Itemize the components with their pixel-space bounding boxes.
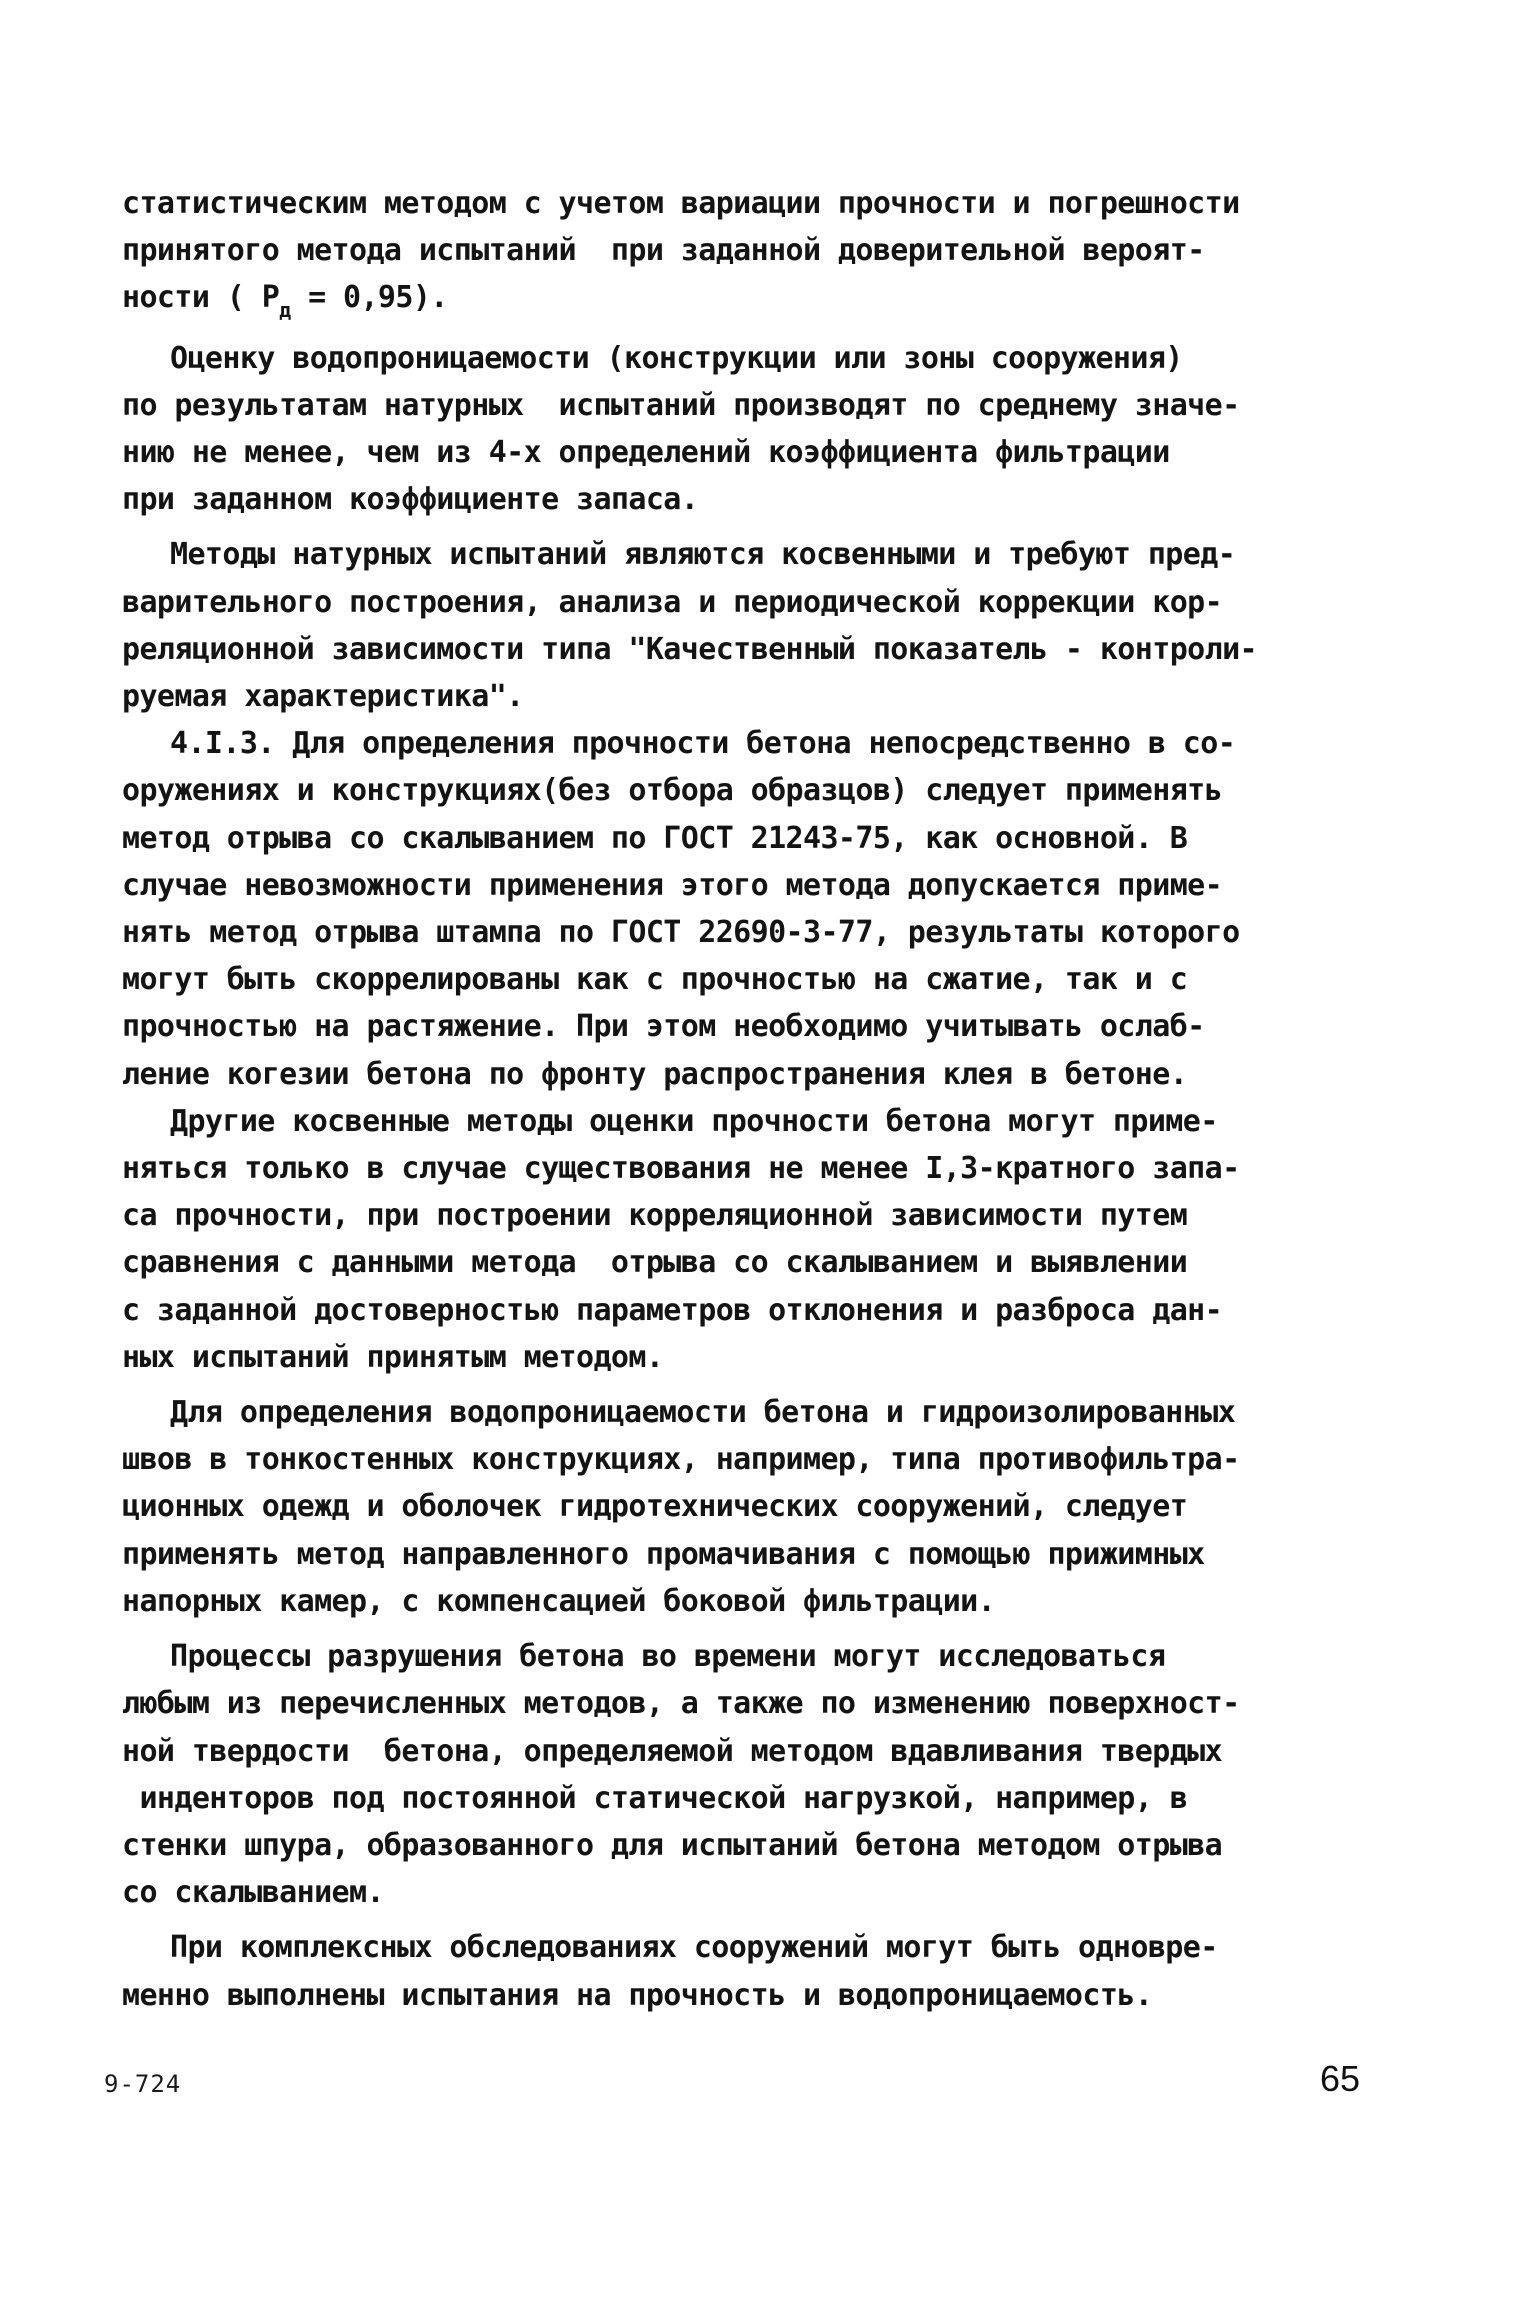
- text-line: оружениях и конструкциях(без отбора образцов) следует применять: [122, 773, 1223, 809]
- text-line: со скалыванием.: [122, 1875, 384, 1911]
- paragraph-4: [122, 720, 1422, 1098]
- text-line: реляционной зависимости типа "Качественный показатель - контроли-: [122, 631, 1257, 667]
- text-line-formula: [122, 274, 1422, 334]
- text-line: принятого метода испытаний при заданной доверительной вероят-: [122, 233, 1205, 269]
- paragraph-6: [122, 1389, 1422, 1625]
- footer-document-code: 9-724: [104, 2070, 182, 2098]
- text-line: прочностью на растяжение. При этом необходимо учитывать ослаб-: [122, 1009, 1205, 1045]
- text-line: Процессы разрушения бетона во времени могут исследоваться: [170, 1639, 1166, 1675]
- text-line: Другие косвенные методы оценки прочности бетона могут приме-: [170, 1103, 1218, 1139]
- text-line: менно выполнены испытания на прочность и водопроницаемость.: [122, 1977, 1153, 2013]
- text-line: могут быть скоррелированы как с прочностью на сжатие, так и с: [122, 962, 1188, 998]
- formula-subscript: д: [279, 298, 291, 323]
- paragraph-7: [122, 1633, 1422, 1916]
- paragraph-5: [122, 1098, 1422, 1381]
- text-line: при заданном коэффициенте запаса.: [122, 482, 699, 518]
- formula-suffix: = 0,95).: [290, 280, 448, 316]
- text-line: ных испытаний принятым методом.: [122, 1339, 664, 1375]
- body-text: [122, 180, 1422, 2019]
- paragraph-1: [122, 180, 1422, 335]
- text-line: варительного построения, анализа и периодической коррекции кор-: [122, 584, 1223, 620]
- text-line: нять метод отрыва штампа по ГОСТ 22690-3-77, результаты которого: [122, 915, 1240, 951]
- text-line: с заданной достоверностью параметров отклонения и разброса дан-: [122, 1292, 1223, 1328]
- text-line: любым из перечисленных методов, а также по изменению поверхност-: [122, 1686, 1240, 1722]
- text-line: 4.I.3. Для определения прочности бетона непосредственно в со-: [170, 726, 1236, 762]
- text-line: стенки шпура, образованного для испытаний бетона методом отрыва: [122, 1827, 1223, 1863]
- text-line: нию не менее, чем из 4-х определений коэффициента фильтрации: [122, 435, 1170, 471]
- text-line: руемая характеристика".: [122, 679, 524, 715]
- text-line: Для определения водопроницаемости бетона и гидроизолированных: [170, 1395, 1236, 1431]
- text-line: случае невозможности применения этого метода допускается приме-: [122, 867, 1223, 903]
- text-line: сравнения с данными метода отрыва со скалыванием и выявлении: [122, 1245, 1188, 1281]
- text-line: Оценку водопроницаемости (конструкции или зоны сооружения): [170, 340, 1183, 376]
- text-line: ной твердости бетона, определяемой методом вдавливания твердых: [122, 1733, 1223, 1769]
- paragraph-8: [122, 1924, 1422, 2018]
- page-number: 65: [1320, 2058, 1361, 2099]
- text-line: При комплексных обследованиях сооружений могут быть одновре-: [170, 1930, 1218, 1966]
- text-line: статистическим методом с учетом вариации прочности и погрешности: [122, 186, 1240, 221]
- text-line: ционных одежд и оболочек гидротехнических сооружений, следует: [122, 1489, 1188, 1525]
- text-line: няться только в случае существования не менее I,3-кратного запа-: [122, 1151, 1240, 1187]
- text-line: ление когезии бетона по фронту распространения клея в бетоне.: [122, 1056, 1188, 1092]
- text-line: применять метод направленного промачивания с помощью прижимных: [122, 1536, 1205, 1572]
- paragraph-2: [122, 335, 1422, 524]
- text-line: инденторов под постоянной статической нагрузкой, например, в: [122, 1780, 1188, 1816]
- text-line: са прочности, при построении корреляционной зависимости путем: [122, 1198, 1188, 1234]
- paragraph-3: [122, 531, 1422, 720]
- formula-prefix: ности ( P: [122, 280, 280, 316]
- text-line: метод отрыва со скалыванием по ГОСТ 21243-75, как основной. В: [122, 820, 1188, 856]
- text-line: напорных камер, с компенсацией боковой фильтрации.: [122, 1583, 996, 1619]
- text-line: по результатам натурных испытаний производят по среднему значе-: [122, 387, 1240, 423]
- text-line: Методы натурных испытаний являются косвенными и требуют пред-: [170, 537, 1236, 573]
- text-line: швов в тонкостенных конструкциях, например, типа противофильтра-: [122, 1442, 1240, 1478]
